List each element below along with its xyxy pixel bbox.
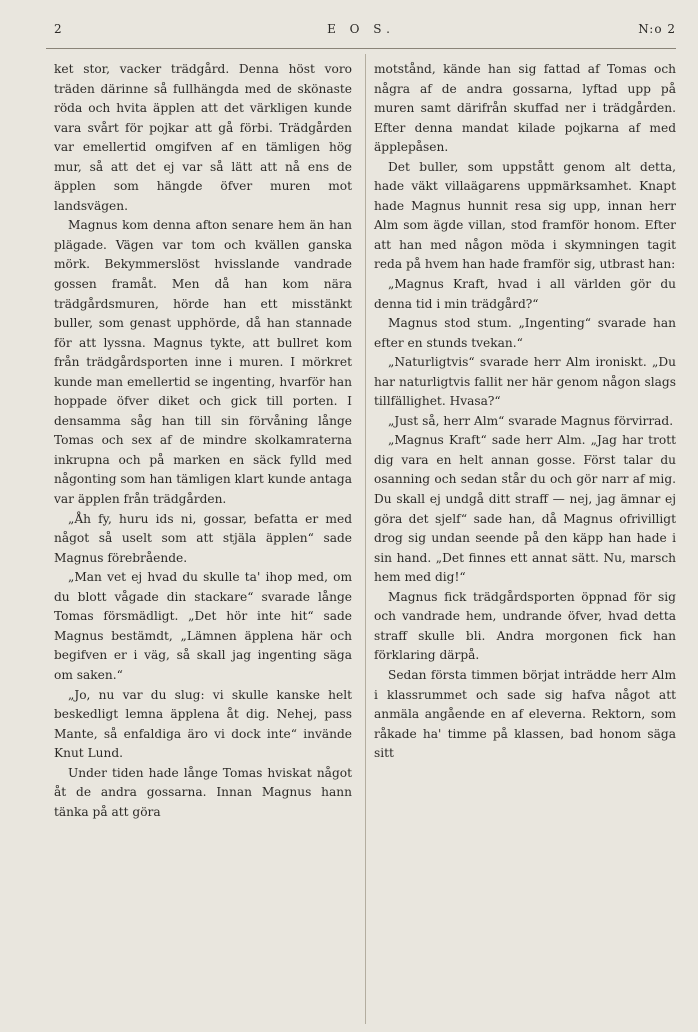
column-divider [365, 54, 366, 1024]
paragraph: Under tiden hade långe Tomas hviskat något åt de andra gossarna. Innan Magnus hann tänka på att göra [54, 765, 352, 819]
paragraph: motstånd, kände han sig fattad af Tomas och några af de andra gossarna, lyftad upp på muren samt därifrån skuffad ner i trädgården. Efter denna mandat kilade pojkarna af med äpplepåsen. [374, 62, 676, 155]
paragraph: „Magnus Kraft, hvad i all världen gör du denna tid i min trädgård?“ [374, 277, 676, 311]
paragraph: „Magnus Kraft“ sade herr Alm. „Jag har trott dig vara en helt annan gosse. Först talar du osanning och sedan står du och gör narr af mig. Du skall ej undgå ditt straff — nej, jag ämnar ej göra det sjelf“ sade han, då Magnus ofrivilligt drog sig undan seende på den käpp han hade i sin hand. „Det finnes ett annat sätt. Nu, marsch hem med dig!“ [374, 433, 676, 585]
paragraph: Det buller, som uppstått genom alt detta, hade väkt villaägarens uppmärksamhet. Knapt hade Magnus hunnit resa sig upp, innan herr Alm som ägde villan, stod framför honom. Efter att han med någon möda i skymningen tagit reda på hvem han hade framför sig, utbrast han: [374, 159, 676, 272]
paragraph: Magnus fick trädgårdsporten öppnad för sig och vandrade hem, undrande öfver, hvad detta straff skulle bli. Andra morgonen fick han förklaring därpå. [374, 589, 676, 663]
issue-number: N:o 2 [638, 22, 676, 36]
paragraph: ket stor, vacker trädgård. Denna höst voro träden därinne så fullhängda med de skönaste röda och hvita äpplen att det värkligen kunde vara svårt för pojkar att gå förbi. Trädgården var emellertid omgifven af en tämligen hög mur, så att det ej var så lätt att nå ens de äpplen som hängde öfver muren mot landsvägen. [54, 62, 352, 213]
page-number: 2 [54, 22, 64, 36]
paragraph: Magnus kom denna afton senare hem än han plägade. Vägen var tom och kvällen ganska mörk. Bekymmerslöst hvisslande vandrade gossen framåt. Men då han kom nära trädgårdsmuren, hörde han ett misstänkt buller, som genast upphörde, då han stannade för att lyssna. Magnus tykte, att bullret kom från trädgårdsporten inne i muren. I mörkret kunde man emellertid se ingenting, hvarför han hoppade öfver diket och gick till porten. I densamma såg han till sin förvåning långe Tomas och sex af de mindre skolkamraterna inkrupna och på marken en säck fylld med någonting som han tämligen klart kunde antaga var äpplen från trädgården. [54, 218, 353, 507]
paragraph: „Jo, nu var du slug: vi skulle kanske helt beskedligt lemna äpplena åt dig. Nehej, pass Mante, så enfaldiga äro vi dock inte“ invände Knut Lund. [54, 687, 352, 761]
publication-title: E O S. [327, 22, 395, 36]
left-column [54, 60, 352, 822]
paragraph: Magnus stod stum. „Ingenting“ svarade han efter en stunds tvekan.“ [374, 316, 676, 350]
paragraph: „Just så, herr Alm“ svarade Magnus förvirrad. [388, 413, 674, 428]
page-header [46, 22, 676, 44]
paragraph: „Åh fy, huru ids ni, gossar, befatta er med något så uselt som att stjäla äpplen“ sade Magnus förebrående. [54, 511, 352, 565]
paragraph: Sedan första timmen börjat inträdde herr Alm i klassrummet och sade sig hafva något att anmäla angående en af eleverna. Rektorn, som råkade ha' timme på klassen, bad honom säga sitt [374, 667, 676, 761]
right-column [374, 60, 676, 764]
paragraph: „Naturligtvis“ svarade herr Alm ironiskt. „Du har naturligtvis fallit ner här genom någon slags tillfällighet. Hvasa?“ [374, 355, 676, 409]
header-rule [46, 48, 676, 49]
paragraph: „Man vet ej hvad du skulle ta' ihop med, om du blott vågade din stackare“ svarade långe Tomas försmädligt. „Det hör inte hit“ sade Magnus bestämdt, „Lämnen äpplena här och begifven er i väg, så skall jag ingenting säga om saken.“ [54, 570, 352, 682]
